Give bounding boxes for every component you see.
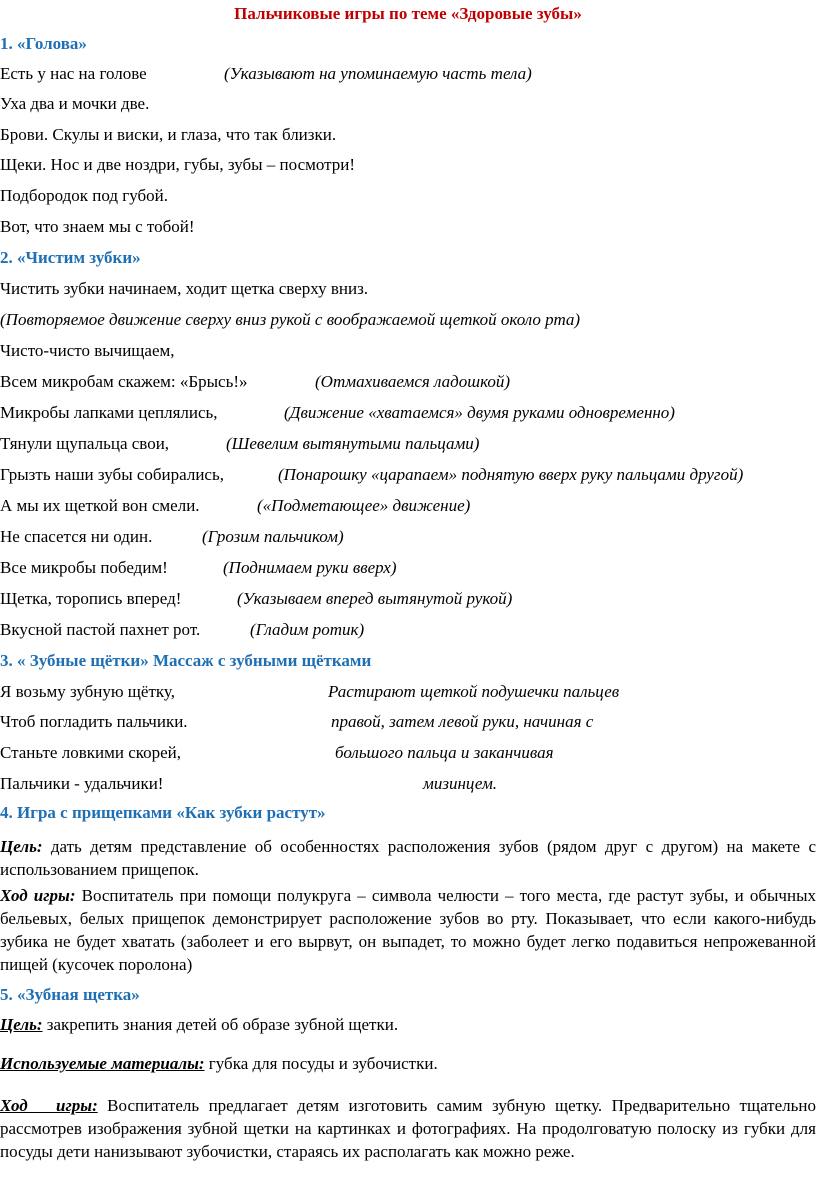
sec4-course-paragraph (0, 884, 816, 976)
sec1-line-2: Уха два и мочки две. (0, 94, 150, 113)
sec2-line-1: Чистить зубки начинаем, ходит щетка сверху вниз. (0, 279, 369, 298)
sec5-goal-label: Цель: (0, 1015, 43, 1034)
sec2-line-11: Щетка, торопись вперед! (0, 589, 182, 608)
sec4-course-label: Ход игры: (0, 886, 76, 905)
sec3-line-1: Я возьму зубную щётку, (0, 682, 175, 701)
sec2-line-10: Все микробы победим! (0, 558, 168, 577)
document-title: Пальчиковые игры по теме «Здоровые зубы» (234, 4, 582, 23)
sec2-line-9: Не спасется ни один. (0, 527, 153, 546)
sec2-line-4-note: (Отмахиваемся ладошкой) (315, 372, 511, 391)
sec2-line-10-note: (Поднимаем руки вверх) (223, 558, 397, 577)
sec5-materials-line (0, 1054, 438, 1074)
sec2-line-4: Всем микробам скажем: «Брысь!» (0, 372, 248, 391)
sec1-line-1: Есть у нас на голове (0, 64, 147, 83)
sec2-line-5-note: (Движение «хватаемся» двумя руками одновременно) (284, 403, 675, 422)
sec5-course-text: Воспитатель предлагает детям изготовить самим зубную щетку. Предварительно тщательно рассмотрев изображения зубной щетки на картинках и фотографиях. На продолговатую полоску из губки для посуды дети нанизывают зубочистки, стараясь их располагать как можно реже. (0, 1096, 816, 1161)
sec5-course-label: Ход игры: (0, 1096, 98, 1115)
sec2-line-12-note: (Гладим ротик) (250, 620, 365, 639)
sec3-line-3: Станьте ловкими скорей, (0, 743, 182, 762)
section-2-heading: 2. «Чистим зубки» (0, 248, 141, 267)
sec4-goal-label: Цель: (0, 837, 43, 856)
sec2-line-2: (Повторяемое движение сверху вниз рукой с воображаемой щеткой около рта) (0, 310, 581, 329)
sec5-materials-text: губка для посуды и зубочистки. (204, 1054, 438, 1073)
sec3-line-1-note: Растирают щеткой подушечки пальцев (328, 682, 620, 701)
sec2-line-6-note: (Шевелим вытянутыми пальцами) (226, 434, 480, 453)
sec2-line-8: А мы их щеткой вон смели. (0, 496, 200, 515)
sec1-line-6: Вот, что знаем мы с тобой! (0, 217, 195, 236)
sec2-line-8-note: («Подметающее» движение) (257, 496, 471, 515)
sec4-goal-paragraph (0, 835, 816, 881)
section-1-heading: 1. «Голова» (0, 34, 87, 53)
sec2-line-6: Тянули щупальца свои, (0, 434, 170, 453)
sec2-line-3: Чисто-чисто вычищаем, (0, 341, 175, 360)
sec3-line-3-note: большого пальца и заканчивая (335, 743, 554, 762)
sec1-line-3: Брови. Скулы и виски, и глаза, что так близки. (0, 125, 337, 144)
sec5-goal-line (0, 1015, 398, 1035)
sec1-line-5: Подбородок под губой. (0, 186, 169, 205)
sec3-line-2-note: правой, затем левой руки, начиная с (331, 712, 594, 731)
sec3-line-4: Пальчики - удальчики! (0, 774, 164, 793)
sec4-goal-text: дать детям представление об особенностях расположения зубов (рядом друг с другом) на макете с использованием прищепок. (0, 837, 816, 879)
sec2-line-12: Вкусной пастой пахнет рот. (0, 620, 201, 639)
sec5-course-paragraph (0, 1094, 816, 1163)
sec5-materials-label: Используемые материалы: (0, 1054, 205, 1073)
sec3-line-2: Чтоб погладить пальчики. (0, 712, 188, 731)
sec4-course-text: Воспитатель при помощи полукруга – символа челюсти – того места, где растут зубы, и обычных бельевых, белых прищепок демонстрирует расположение зубов во рту. Показывает, что если какого-нибудь зубика не будет хватать (заболеет и его вырвут, он выпадет, то можно будет легко подавиться непрожеванной пищей (кусочек поролона) (0, 886, 816, 974)
sec2-line-7-note: (Понарошку «царапаем» поднятую вверх руку пальцами другой) (278, 465, 744, 484)
section-4-heading: 4. Игра с прищепками «Как зубки растут» (0, 803, 326, 822)
sec1-line-1-note: (Указывают на упоминаемую часть тела) (224, 64, 532, 83)
sec2-line-7: Грызть наши зубы собирались, (0, 465, 224, 484)
section-3-heading: 3. « Зубные щётки» Массаж с зубными щётками (0, 651, 372, 670)
sec1-line-4: Щеки. Нос и две ноздри, губы, зубы – посмотри! (0, 155, 356, 174)
sec2-line-9-note: (Грозим пальчиком) (202, 527, 344, 546)
section-5-heading: 5. «Зубная щетка» (0, 985, 140, 1004)
sec2-line-5: Микробы лапками цеплялись, (0, 403, 218, 422)
sec2-line-11-note: (Указываем вперед вытянутой рукой) (237, 589, 513, 608)
sec5-goal-text: закрепить знания детей об образе зубной щетки. (42, 1015, 399, 1034)
sec3-line-4-note: мизинцем. (423, 774, 498, 793)
